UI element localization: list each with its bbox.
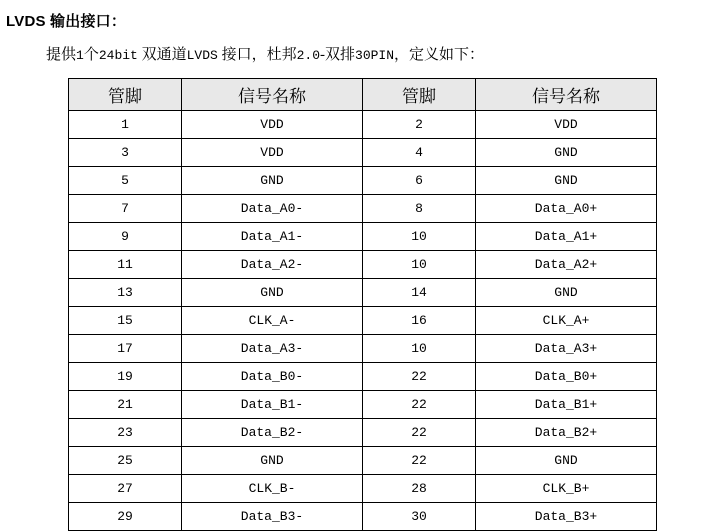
intro-interface-name: LVDS — [186, 48, 218, 63]
table-row — [69, 307, 657, 335]
intro-mid-1: 个 — [83, 47, 99, 63]
cell-signal-left: CLK_A- — [182, 307, 363, 335]
column-header-signal-right: 信号名称 — [476, 79, 657, 111]
cell-signal-left: Data_A3- — [182, 335, 363, 363]
cell-signal-right: Data_A1+ — [476, 223, 657, 251]
cell-pin-right: 8 — [363, 195, 476, 223]
cell-signal-right: GND — [476, 167, 657, 195]
table-row — [69, 223, 657, 251]
cell-signal-right: CLK_A+ — [476, 307, 657, 335]
cell-pin-right: 10 — [363, 335, 476, 363]
cell-pin-left: 11 — [69, 251, 182, 279]
intro-pin-count: 30PIN — [355, 48, 395, 63]
cell-signal-right: Data_A0+ — [476, 195, 657, 223]
intro-mid-2: 双通道 — [141, 47, 187, 63]
column-header-signal-left: 信号名称 — [182, 79, 363, 111]
cell-pin-right: 22 — [363, 363, 476, 391]
cell-pin-left: 27 — [69, 475, 182, 503]
cell-pin-right: 10 — [363, 251, 476, 279]
cell-pin-left: 29 — [69, 503, 182, 531]
cell-signal-left: Data_B0- — [182, 363, 363, 391]
cell-pin-right: 14 — [363, 279, 476, 307]
cell-pin-left: 17 — [69, 335, 182, 363]
table-header-row — [69, 79, 657, 111]
table-row — [69, 139, 657, 167]
cell-signal-left: Data_A1- — [182, 223, 363, 251]
document-page — [0, 10, 725, 524]
table-row — [69, 335, 657, 363]
cell-signal-left: Data_B3- — [182, 503, 363, 531]
cell-signal-left: Data_B2- — [182, 419, 363, 447]
cell-signal-right: GND — [476, 279, 657, 307]
cell-pin-left: 5 — [69, 167, 182, 195]
table-row — [69, 503, 657, 531]
table-row — [69, 475, 657, 503]
intro-pitch: 2.0 — [296, 48, 321, 63]
cell-signal-left: Data_A0- — [182, 195, 363, 223]
table-body — [69, 111, 657, 531]
cell-signal-left: GND — [182, 279, 363, 307]
cell-signal-right: Data_A2+ — [476, 251, 657, 279]
cell-pin-left: 25 — [69, 447, 182, 475]
cell-pin-left: 19 — [69, 363, 182, 391]
intro-mid-3: 接口，杜邦 — [221, 47, 297, 63]
column-header-pin-left: 管脚 — [69, 79, 182, 111]
cell-pin-right: 6 — [363, 167, 476, 195]
cell-signal-left: Data_A2- — [182, 251, 363, 279]
cell-pin-left: 13 — [69, 279, 182, 307]
cell-pin-right: 30 — [363, 503, 476, 531]
cell-signal-left: VDD — [182, 111, 363, 139]
table-row — [69, 447, 657, 475]
cell-signal-left: GND — [182, 167, 363, 195]
cell-signal-right: Data_B2+ — [476, 419, 657, 447]
pin-definition-table — [68, 78, 657, 531]
cell-pin-left: 7 — [69, 195, 182, 223]
cell-signal-right: GND — [476, 447, 657, 475]
table-row — [69, 111, 657, 139]
cell-pin-right: 16 — [363, 307, 476, 335]
cell-signal-left: Data_B1- — [182, 391, 363, 419]
cell-signal-right: GND — [476, 139, 657, 167]
cell-pin-right: 4 — [363, 139, 476, 167]
cell-pin-left: 15 — [69, 307, 182, 335]
cell-signal-right: Data_B0+ — [476, 363, 657, 391]
cell-signal-left: CLK_B- — [182, 475, 363, 503]
table-row — [69, 251, 657, 279]
table-row — [69, 419, 657, 447]
intro-prefix: 提供 — [46, 47, 77, 63]
cell-pin-left: 3 — [69, 139, 182, 167]
table-row — [69, 167, 657, 195]
cell-signal-right: VDD — [476, 111, 657, 139]
page-title: LVDS 输出接口： — [6, 13, 127, 30]
intro-spec: 24bit — [98, 48, 138, 63]
cell-signal-left: GND — [182, 447, 363, 475]
cell-pin-right: 22 — [363, 391, 476, 419]
intro-suffix: ，定义如下： — [394, 47, 485, 63]
cell-pin-left: 21 — [69, 391, 182, 419]
cell-signal-right: Data_B3+ — [476, 503, 657, 531]
intro-paragraph — [46, 43, 725, 64]
cell-signal-left: VDD — [182, 139, 363, 167]
cell-pin-left: 9 — [69, 223, 182, 251]
cell-pin-right: 2 — [363, 111, 476, 139]
cell-pin-left: 23 — [69, 419, 182, 447]
cell-signal-right: Data_A3+ — [476, 335, 657, 363]
column-header-pin-right: 管脚 — [363, 79, 476, 111]
table-row — [69, 391, 657, 419]
cell-pin-right: 10 — [363, 223, 476, 251]
intro-mid-4: -双排 — [320, 47, 356, 63]
cell-pin-left: 1 — [69, 111, 182, 139]
cell-signal-right: Data_B1+ — [476, 391, 657, 419]
cell-signal-right: CLK_B+ — [476, 475, 657, 503]
cell-pin-right: 22 — [363, 419, 476, 447]
cell-pin-right: 28 — [363, 475, 476, 503]
cell-pin-right: 22 — [363, 447, 476, 475]
table-row — [69, 363, 657, 391]
table-row — [69, 279, 657, 307]
table-row — [69, 195, 657, 223]
intro-quantity: 1 — [76, 48, 84, 63]
